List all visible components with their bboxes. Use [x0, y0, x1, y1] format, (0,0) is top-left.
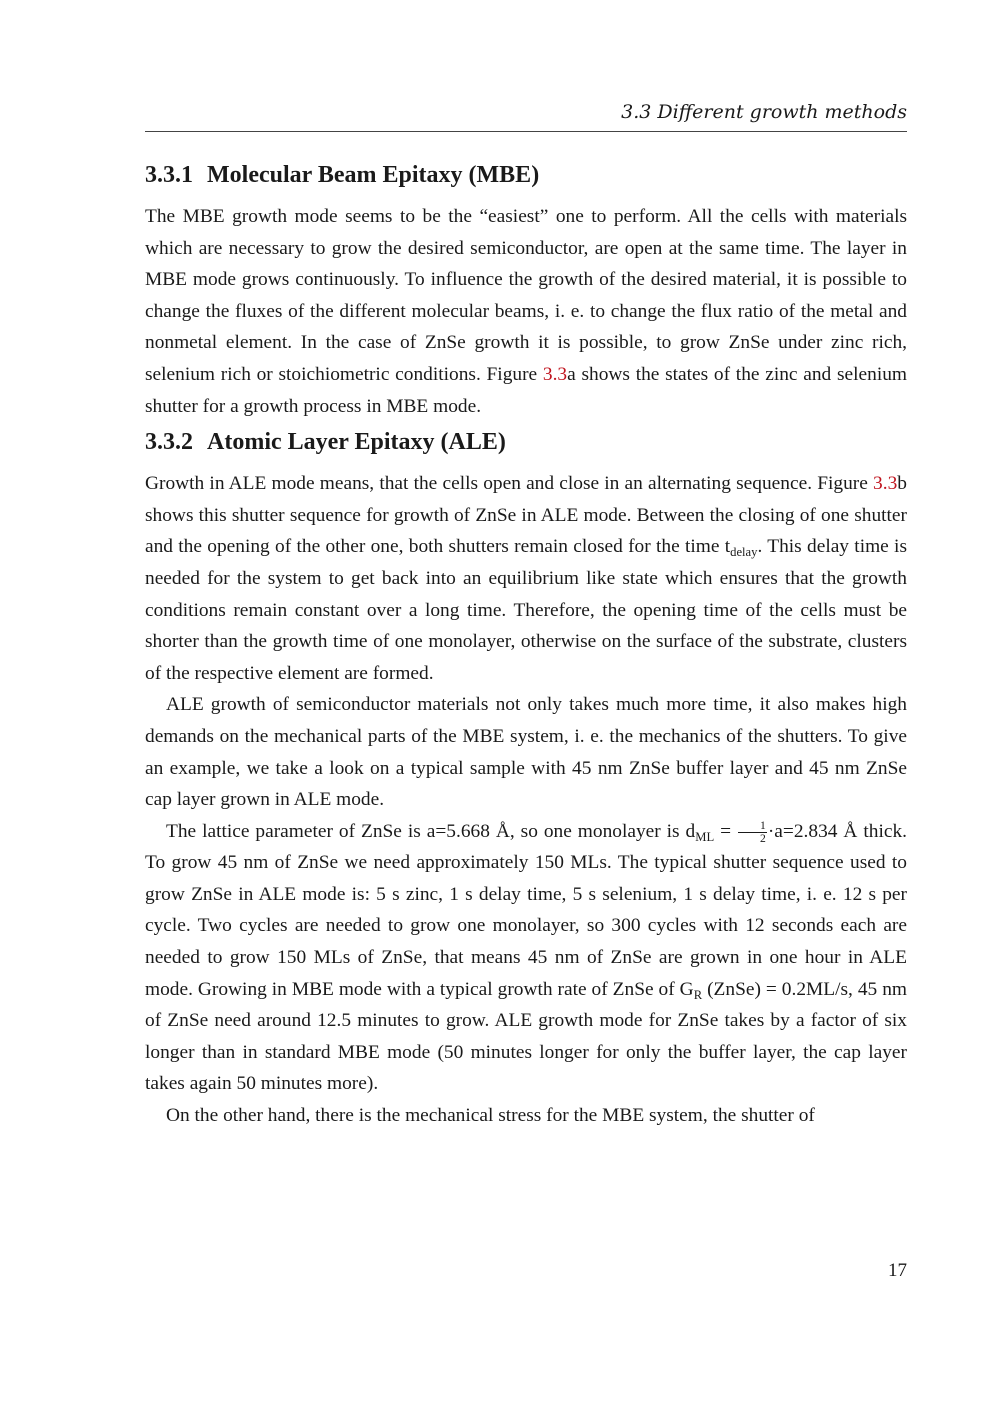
page-number: 17 [888, 1260, 907, 1281]
page-body [145, 155, 907, 1132]
fraction-denominator: 2 [760, 831, 766, 845]
section-heading-mbe [145, 155, 907, 195]
running-header: 3.3 Different growth methods [621, 101, 907, 123]
text-run: Growth in ALE mode means, that the cells open and close in an alternating sequence. Figure [145, 473, 874, 495]
text-run: ·a=2.834 Å thick. To grow 45 nm of ZnSe we need approximately 150 MLs. The typical shutter sequence used to grow ZnSe in ALE mode is: 5 s zinc, 1 s delay time, 5 s selenium, 1 s delay time, i. e. 12 s per cycle. Two cycles are needed to grow one monolayer, so 300 cycles with 12 seconds each are needed to grow 150 MLs of ZnSe, that means 45 nm of ZnSe are grown in one hour in ALE mode. Growing in MBE mode with a typical growth rate of ZnSe of G [145, 820, 907, 1000]
subscript: delay [730, 545, 758, 560]
figure-reference-link[interactable]: 3.3 [873, 473, 898, 495]
section-heading-ale [145, 422, 907, 462]
paragraph-ale-demands: ALE growth of semiconductor materials not only takes much more time, it also makes high demands on the mechanical parts of the MBE system, i. e. the mechanics of the shutters. To give an example, we take a look on a typical sample with 45 nm ZnSe buffer layer and 45 nm ZnSe cap layer grown in ALE mode. [145, 694, 907, 811]
section-number: 3.3.2 [145, 429, 193, 456]
section-number: 3.3.1 [145, 162, 193, 188]
text-run: . This delay time is needed for the system to get back into an equilibrium like state which ensures that the growth conditions remain constant over a long time. Therefore, the opening time of the cells must be shorter than the growth time of one monolayer, otherwise on the surface of the substrate, clusters of the respective element are formed. [145, 536, 907, 684]
section-title: Atomic Layer Epitaxy (ALE) [207, 429, 506, 456]
header-rule [145, 131, 907, 132]
subscript: ML [695, 829, 715, 844]
paragraph-ale-intro [145, 468, 907, 689]
text-run: a shows the states of the zinc and selenium shutter for a growth process in MBE mode. [145, 363, 907, 417]
text-run: The MBE growth mode seems to be the “easiest” one to perform. All the cells with materials which are necessary to grow the desired semiconductor, are open at the same time. The layer in MBE mode grows continuously. To influence the growth of the desired material, it is possible to change the fluxes of the different molecular beams, i. e. to change the flux ratio of the metal and nonmetal element. In the case of ZnSe growth it is possible, to grow ZnSe under zinc rich, selenium rich or stoichiometric conditions. Figure [145, 206, 907, 385]
paragraph-mbe [145, 201, 907, 422]
figure-reference-link[interactable]: 3.3 [542, 363, 568, 385]
text-run: The lattice parameter of ZnSe is a=5.668 Å, so one monolayer is d [166, 820, 696, 842]
subscript: R [693, 987, 703, 1002]
paragraph-ale-stress: On the other hand, there is the mechanical stress for the MBE system, the shutter of [166, 1105, 815, 1127]
text-run: = [714, 820, 738, 842]
fraction [738, 820, 767, 845]
text-run: (ZnSe) = 0.2ML/s, 45 nm of ZnSe need around 12.5 minutes to grow. ALE growth mode for ZnSe takes by a factor of six longer than in standard MBE mode (50 minutes longer for only the buffer layer, the cap layer takes again 50 minutes more). [145, 978, 907, 1095]
paragraph-ale-lattice [145, 816, 907, 1100]
text-run: b shows this shutter sequence for growth of ZnSe in ALE mode. Between the closing of one shutter and the opening of the other one, both shutters remain closed for the time t [145, 473, 907, 558]
section-title: Molecular Beam Epitaxy (MBE) [207, 162, 540, 188]
fraction-numerator: 1 [738, 820, 767, 833]
